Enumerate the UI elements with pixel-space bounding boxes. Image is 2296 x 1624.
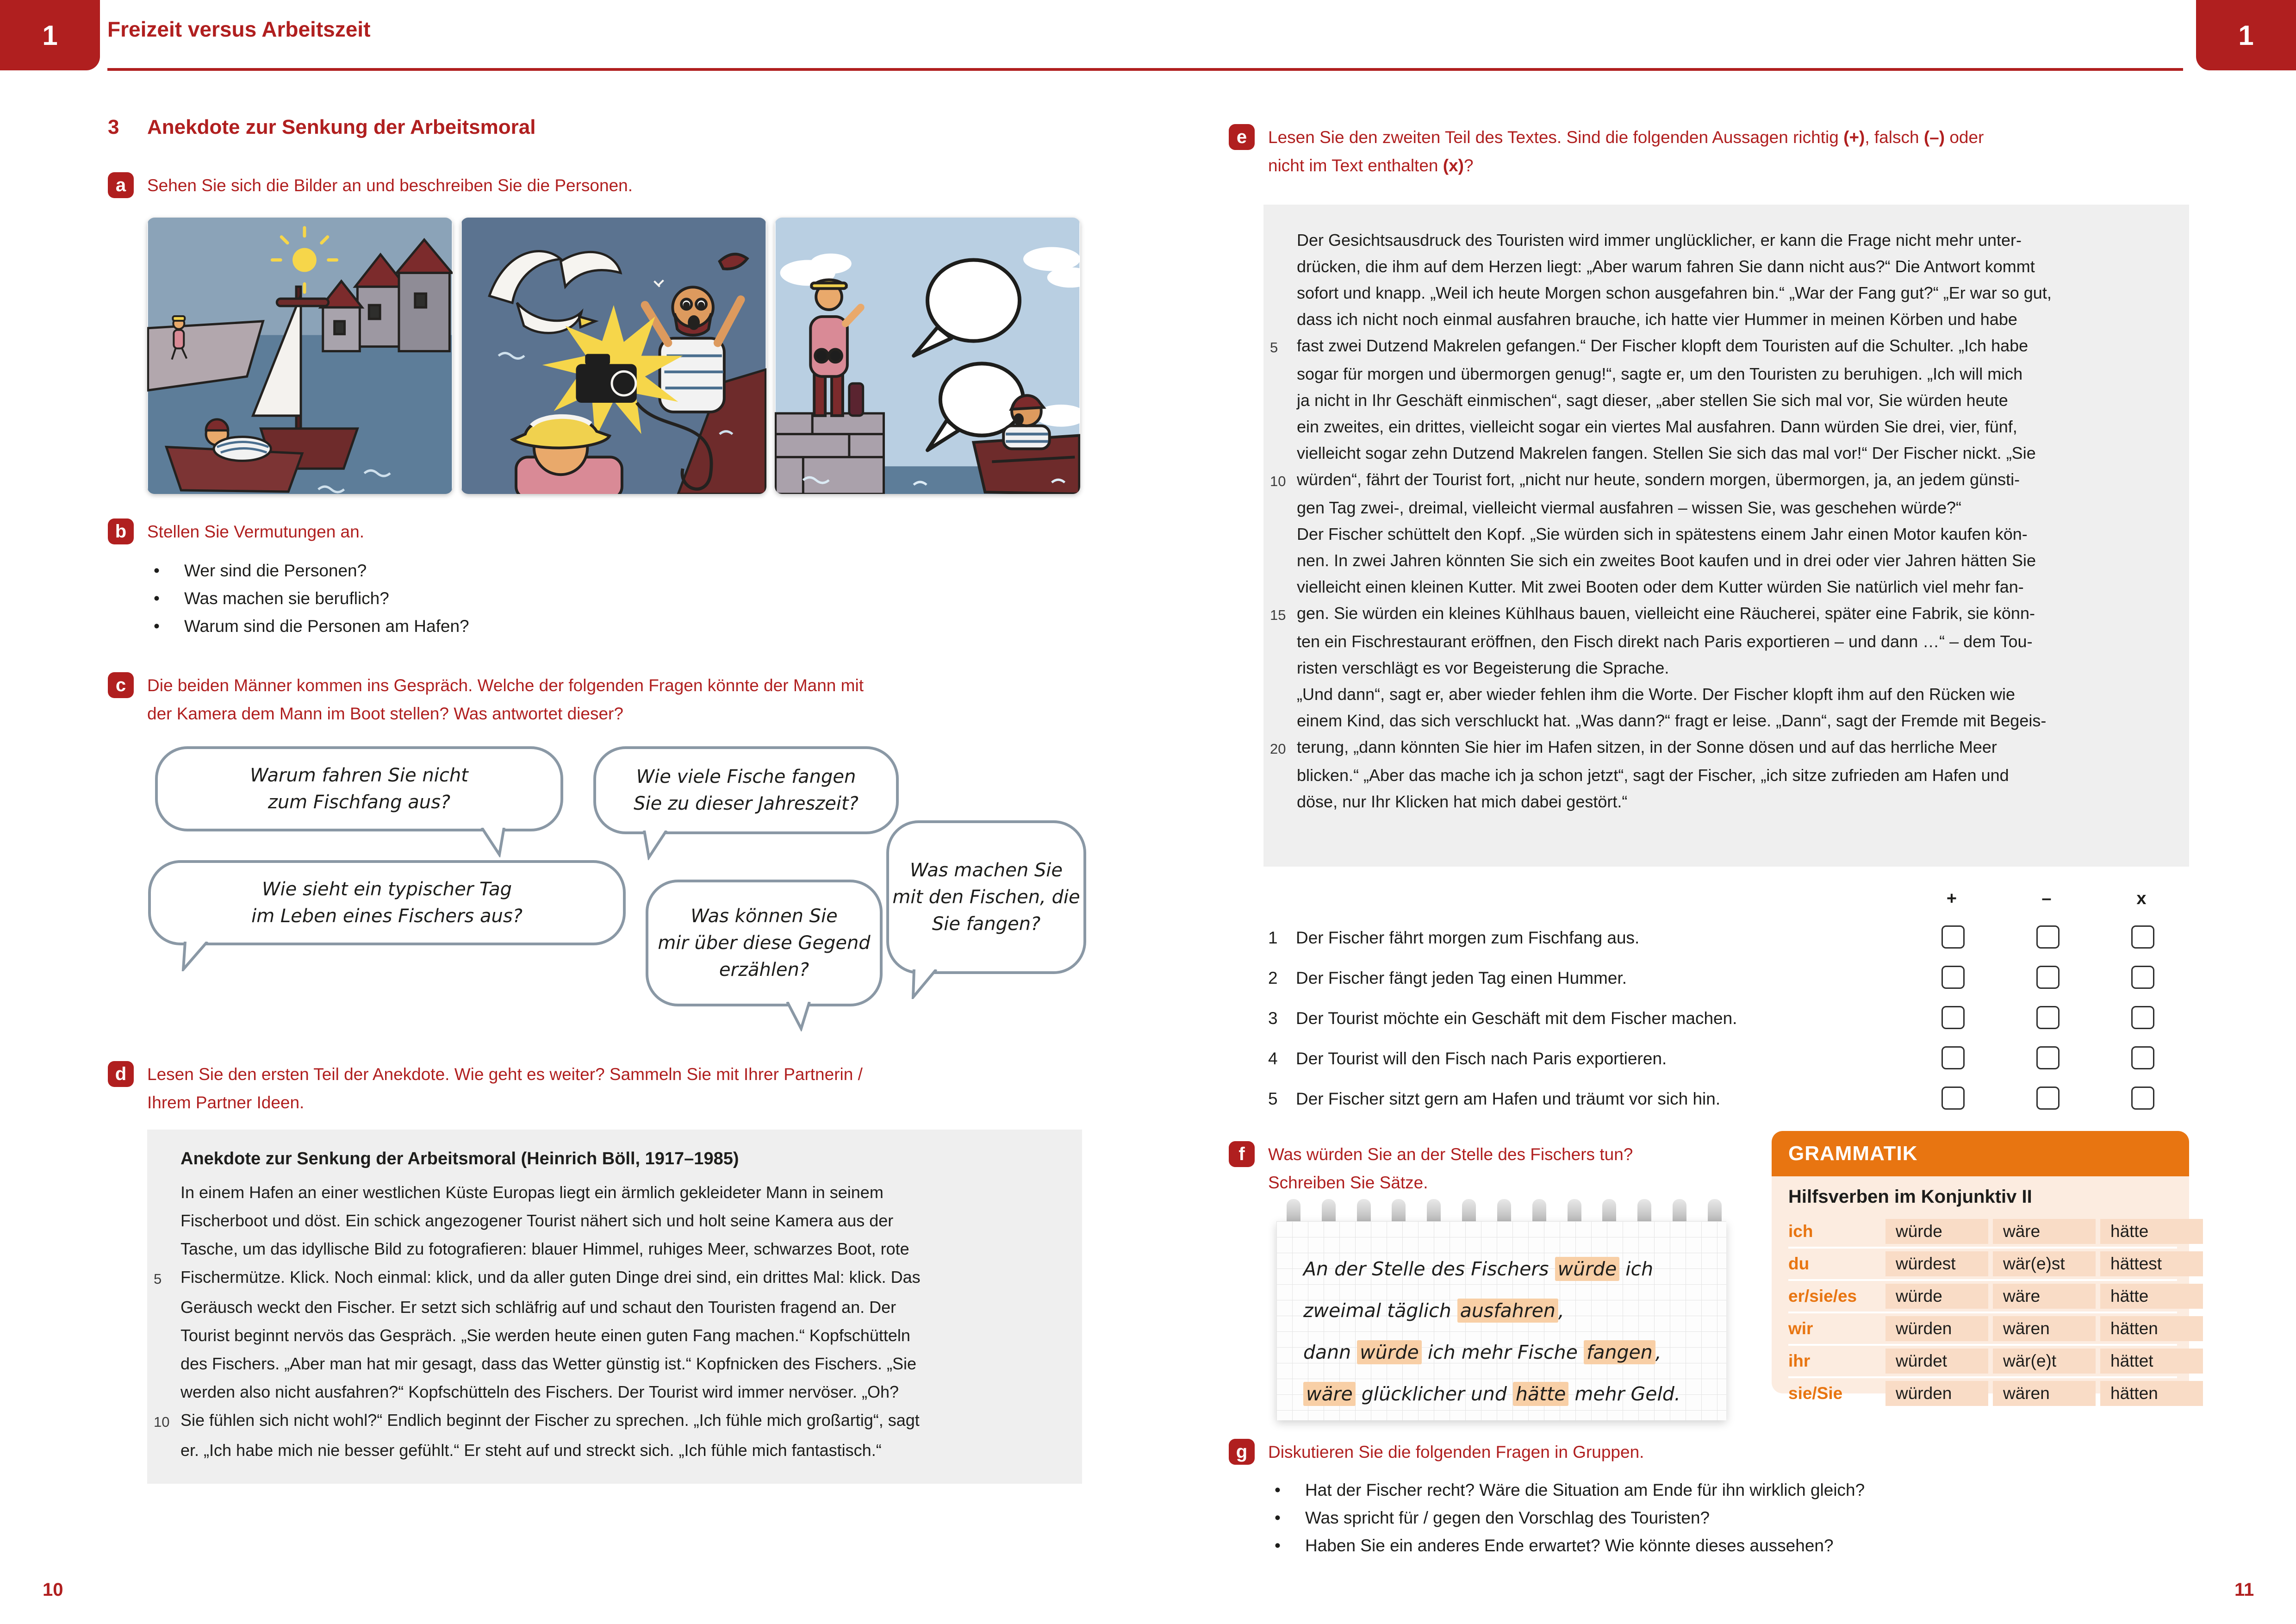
table-row: er/sie/es würde wäre hätte <box>1788 1284 2177 1309</box>
column-header-nicht-enthalten: x <box>2136 889 2147 908</box>
bubble-tail <box>783 1002 816 1031</box>
task-e-badge: e <box>1229 124 1255 150</box>
grammar-tag: GRAMMATIK <box>1788 1142 1918 1165</box>
unit-number-tab-right <box>2196 0 2296 70</box>
highlighted-word: fangen <box>1584 1340 1655 1364</box>
question-bubble-4: Was können Sie mir über diese Gegend erzählen? <box>646 880 883 1006</box>
section-number: 3 <box>108 116 119 138</box>
question-bubble-3: Wie sieht ein typischer Tag im Leben eines Fischers aus? <box>148 860 626 945</box>
note-text: An der Stelle des Fischers würde ich zweimal täglich ausfahren , dann würde ich mehr Fische fangen , wäre glücklicher und hätte mehr Geld. <box>1303 1258 1680 1405</box>
checkbox-5-minus[interactable] <box>2036 1087 2060 1110</box>
bullet-icon: • <box>154 589 160 608</box>
unit-number: 1 <box>2238 19 2254 51</box>
checkbox-2-x[interactable] <box>2131 966 2154 989</box>
table-row: sie/Sie würden wären hätten <box>1788 1381 2177 1406</box>
comic-panel-3-illustration <box>775 218 1080 494</box>
grammar-title: Hilfsverben im Konjunktiv II <box>1788 1187 2032 1207</box>
handwritten-note <box>1276 1221 1726 1420</box>
table-row: ihr würdet wär(e)t hättet <box>1788 1349 2177 1374</box>
checkbox-4-x[interactable] <box>2131 1046 2154 1069</box>
list-item: • Hat der Fischer recht? Wäre die Situation am Ende für ihn wirklich gleich? <box>1268 1480 1865 1500</box>
list-item: • Haben Sie ein anderes Ende erwartet? Wie könnte dieses aussehen? <box>1268 1536 1834 1555</box>
bullet-icon: • <box>1275 1508 1281 1527</box>
bullet-icon: • <box>1275 1536 1281 1555</box>
task-g-instruction: Diskutieren Sie die folgenden Fragen in Gruppen. <box>1268 1443 1644 1462</box>
task-d-instruction: Lesen Sie den ersten Teil der Anekdote. Wie geht es weiter? Sammeln Sie mit Ihrer Partnerin / Ihrem Partner Ideen. <box>147 1065 863 1112</box>
statement-row: 5 Der Fischer sitzt gern am Hafen und träumt vor sich hin. <box>1268 1089 2189 1109</box>
anecdote-title: Anekdote zur Senkung der Arbeitsmoral (Heinrich Böll, 1917–1985) <box>180 1149 739 1168</box>
chapter-title: Freizeit versus Arbeitszeit <box>107 17 371 41</box>
grammar-box <box>1772 1131 2189 1403</box>
checkbox-1-minus[interactable] <box>2036 925 2060 949</box>
list-item: • Was machen sie beruflich? <box>147 589 389 608</box>
checkbox-1-plus[interactable] <box>1941 925 1965 949</box>
task-g-badge: g <box>1229 1439 1255 1465</box>
task-f-instruction: Was würden Sie an der Stelle des Fischers tun? Schreiben Sie Sätze. <box>1268 1145 1633 1192</box>
task-c-badge: c <box>108 672 134 698</box>
task-a-instruction: Sehen Sie sich die Bilder an und beschreiben Sie die Personen. <box>147 176 633 195</box>
table-row: du würdest wär(e)st hättest <box>1788 1251 2177 1276</box>
checkbox-5-x[interactable] <box>2131 1087 2154 1110</box>
grammar-table <box>1788 1219 2177 1409</box>
bubble-tail <box>477 828 510 857</box>
reading-text-box <box>1263 205 2189 867</box>
checkbox-3-minus[interactable] <box>2036 1006 2060 1029</box>
statement-row: 4 Der Tourist will den Fisch nach Paris exportieren. <box>1268 1049 2189 1068</box>
checkbox-2-minus[interactable] <box>2036 966 2060 989</box>
highlighted-word: hätte <box>1513 1382 1569 1406</box>
highlighted-word: würde <box>1555 1257 1620 1281</box>
column-header-richtig: + <box>1946 889 1957 908</box>
comic-panel-2-illustration <box>461 218 766 494</box>
list-item: • Was spricht für / gegen den Vorschlag des Touristen? <box>1268 1508 1710 1528</box>
header-rule <box>107 68 2183 71</box>
list-item: • Wer sind die Personen? <box>147 561 367 581</box>
comic-panel-3 <box>775 218 1080 494</box>
checkbox-3-x[interactable] <box>2131 1006 2154 1029</box>
checkbox-3-plus[interactable] <box>1941 1006 1965 1029</box>
comic-panel-2 <box>461 218 766 494</box>
page-number-right: 11 <box>2234 1580 2254 1600</box>
question-bubble-2: Wie viele Fische fangen Sie zu dieser Jahreszeit? <box>593 746 899 834</box>
highlighted-word: ausfahren <box>1457 1299 1558 1323</box>
statement-row: 1 Der Fischer fährt morgen zum Fischfang aus. <box>1268 928 2189 948</box>
list-item: • Warum sind die Personen am Hafen? <box>147 617 469 636</box>
question-bubble-1: Warum fahren Sie nicht zum Fischfang aus? <box>155 746 563 831</box>
grammar-box-body <box>1772 1176 2189 1403</box>
checkbox-1-x[interactable] <box>2131 925 2154 949</box>
unit-number: 1 <box>42 19 58 51</box>
task-a-badge: a <box>108 172 134 198</box>
unit-number-tab-left <box>0 0 100 70</box>
column-header-falsch: – <box>2041 889 2052 908</box>
reading-text: Der Gesichtsausdruck des Touristen wird immer unglücklicher, er kann die Frage nicht mehr unter- drücken, die ihm auf dem Herzen liegt: „Aber warum fahren Sie dann nicht aus?“ Die Antwort kommt sofort und knapp. „Weil ich heute Morgen schon ausgefahren bin.“ „War der Fang gut?“ „Er war so gut, dass ich nicht noch einmal ausfahren brauche, ich hatte vier Hummer in meinen Körben und habe 5 fast zwei Dutzend Makrelen gefangen.“ Der Fischer klopft dem Touristen auf die Schulter. „Ich habe sogar für morgen und übermorgen genug!“, sagte er, um den Touristen zu beruhigen. „Ich will mich ja nicht in Ihr Geschäft einmischen“, sagt dieser, „aber stellen Sie sich mal vor, Sie würden heute ein zweites, ein drittes, vielleicht sogar ein viertes Mal ausfahren. Dann würden Sie drei, vier, fünf, vielleicht sogar zehn Dutzend Makrelen fangen. Stellen Sie sich das mal vor!“ Der Fischer nickt. „Sie 10 würden“, fährt der Tourist fort, „nicht nur heute, sondern morgen, übermorgen, ja, an jedem günsti- gen Tag zwei-, dreimal, vielleicht viermal ausfahren – wissen Sie, was geschehen würde?“ Der Fischer schüttelt den Kopf. „Sie würden sich in spätestens einem Jahr einen Motor kaufen kön- nen. In zwei Jahren könnten Sie sich ein zweites Boot kaufen und in drei oder vier Jahren hätten Sie vielleicht einen kleinen Kutter. Mit zwei Booten oder dem Kutter würden Sie natürlich viel mehr fan- 15 gen. Sie würden ein kleines Kühlhaus bauen, vielleicht eine Räucherei, später eine Fabrik, sie könn- ten ein Fischrestaurant eröffnen, den Fisch direkt nach Paris exportieren – und dann …“ – dem Tou- risten verschlägt es vor Begeisterung die Sprache. „Und dann“, sagt er, aber wieder fehlen ihm die Worte. Der Fischer klopft ihm auf den Rücken wie einem Kind, das sich verschluckt hat. „Was dann?“ fragt er leise. „Dann“, sagt der Fremde mit Begeis- 20 terung, „dann könnten Sie hier im Hafen sitzen, in der Sonne dösen und auf das herrliche Meer blicken.“ „Aber das mache ich ja schon jetzt“, sagt der Fischer, „ich sitze zufrieden am Hafen und döse, nur Ihr Klicken hat mich dabei gestört.“ <box>1270 231 2052 811</box>
statement-row: 2 Der Fischer fängt jeden Tag einen Hummer. <box>1268 968 2189 988</box>
highlighted-word: wäre <box>1303 1382 1356 1406</box>
highlighted-word: würde <box>1357 1340 1422 1364</box>
bullet-icon: • <box>1275 1480 1281 1499</box>
anecdote-text-box <box>147 1130 1082 1484</box>
comic-strip <box>147 218 1080 494</box>
comic-panel-1-illustration <box>147 218 453 494</box>
section-title: Anekdote zur Senkung der Arbeitsmoral <box>147 116 536 138</box>
bubble-tail <box>179 942 212 971</box>
task-f-badge: f <box>1229 1141 1255 1167</box>
task-b-badge: b <box>108 518 134 544</box>
comic-panel-1 <box>147 218 453 494</box>
anecdote-text: In einem Hafen an einer westlichen Küste Europas liegt ein ärmlich gekleideter Mann in seinem Fischerboot und döst. Ein schick angezogener Tourist nähert sich und holt seine Kamera aus der Tasche, um das idyllische Bild zu fotografieren: blauer Himmel, ruhiges Meer, schwarzes Boot, rote 5 Fischermütze. Klick. Noch einmal: klick, und da aller guten Dinge drei sind, ein drittes Mal: klick. Das Geräusch weckt den Fischer. Er setzt sich schläfrig auf und schaut den Touristen fragend an. Der Tourist beginnt nervös das Gespräch. „Sie werden heute einen guten Fang machen.“ Kopfschütteln des Fischers. „Aber man hat mir gesagt, dass das Wetter günstig ist.“ Kopfnicken des Fischers. „Sie werden also nicht ausfahren?“ Kopfschütteln des Fischers. Der Tourist wird immer nervöser. „Oh? 10 Sie fühlen sich nicht wohl?“ Endlich beginnt der Fischer zu sprechen. „Ich fühle mich großartig“, sagt er. „Ich habe mich nie besser gefühlt.“ Er steht auf und streckt sich. „Ich fühle mich fantastisch.“ <box>154 1183 921 1460</box>
bubble-tail <box>908 969 941 999</box>
checkbox-4-minus[interactable] <box>2036 1046 2060 1069</box>
checkbox-2-plus[interactable] <box>1941 966 1965 989</box>
table-row: wir würden wären hätten <box>1788 1316 2177 1341</box>
task-d-badge: d <box>108 1061 134 1087</box>
statement-row: 3 Der Tourist möchte ein Geschäft mit dem Fischer machen. <box>1268 1009 2189 1028</box>
task-b-instruction: Stellen Sie Vermutungen an. <box>147 522 364 541</box>
bullet-icon: • <box>154 561 160 580</box>
checkbox-4-plus[interactable] <box>1941 1046 1965 1069</box>
checkbox-5-plus[interactable] <box>1941 1087 1965 1110</box>
bullet-icon: • <box>154 617 160 636</box>
task-c-instruction: Die beiden Männer kommen ins Gespräch. Welche der folgenden Fragen könnte der Mann mit der Kamera dem Mann im Boot stellen? Was antwortet dieser? <box>147 676 864 723</box>
task-e-instruction: Lesen Sie den zweiten Teil des Textes. Sind die folgenden Aussagen richtig (+), falsch (–) oder nicht im Text enthalten (x)? <box>1268 128 1984 175</box>
bubble-tail <box>638 831 671 860</box>
question-bubble-5: Was machen Sie mit den Fischen, die Sie fangen? <box>886 820 1086 974</box>
page-number-left: 10 <box>43 1580 63 1600</box>
grammar-box-header <box>1772 1131 2189 1176</box>
table-row: ich würde wäre hätte <box>1788 1219 2177 1244</box>
